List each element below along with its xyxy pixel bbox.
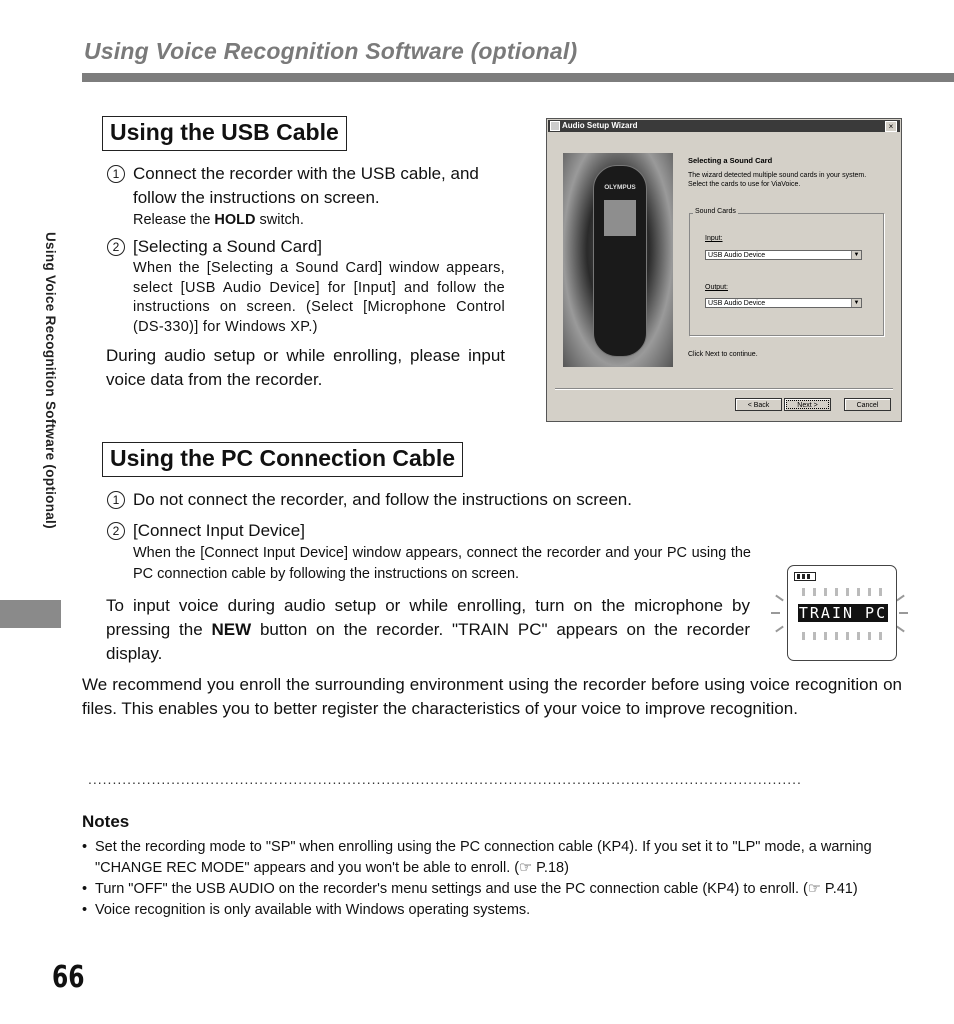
dialog-separator — [555, 388, 893, 390]
side-section-text: Using Voice Recognition Software (optional) — [43, 232, 58, 529]
pc-section-heading: Using the PC Connection Cable — [102, 442, 463, 477]
step-number-2: 2 — [107, 238, 125, 256]
chevron-down-icon[interactable]: ▼ — [851, 251, 861, 259]
usb-step-1-text: Connect the recorder with the USB cable, and follow the instructions on screen. — [133, 164, 479, 207]
step-number-1: 1 — [107, 491, 125, 509]
battery-icon — [794, 572, 816, 581]
recorder-lcd-display — [787, 565, 897, 661]
display-ray — [896, 626, 905, 633]
usb-section-heading: Using the USB Cable — [102, 116, 347, 151]
pc-step-1-text: Do not connect the recorder, and follow the instructions on screen. — [133, 490, 632, 509]
side-section-label — [38, 232, 62, 592]
back-button[interactable]: < Back — [735, 398, 782, 411]
side-tab-marker — [0, 600, 61, 628]
pc-step-2 — [107, 519, 752, 585]
dialog-section-title: Selecting a Sound Card — [688, 156, 773, 165]
usb-step-2-title: [Selecting a Sound Card] — [133, 237, 323, 256]
close-icon[interactable]: × — [885, 121, 897, 132]
audio-setup-wizard-dialog — [546, 118, 902, 422]
next-button[interactable]: Next > — [784, 398, 831, 411]
output-select-value: USB Audio Device — [708, 300, 766, 307]
pc-paragraph: To input voice during audio setup or while enrolling, turn on the microphone by pressing the NEW button on the recorder. "TRAIN PC" appears on the recorder display. — [106, 596, 750, 663]
recorder-device — [593, 165, 647, 357]
usb-step-1 — [107, 162, 507, 230]
dialog-section-desc: The wizard detected multiple sound cards in your system. Select the cards to use for ViaVoice. — [688, 172, 867, 188]
chevron-down-icon[interactable]: ▼ — [851, 299, 861, 307]
usb-step-2-desc: When the [Selecting a Sound Card] window appears, select [USB Audio Device] for [Input] and follow the instructions on screen. (Select [Microphone Control (DS-330)] for Windows XP.) — [133, 260, 505, 335]
lcd-text: TRAIN PC — [798, 604, 888, 622]
step-number-1: 1 — [107, 165, 125, 183]
sound-cards-group — [689, 213, 884, 336]
page-number: 66 — [52, 960, 85, 995]
input-select[interactable] — [705, 250, 862, 260]
usb-step-1-sub: Release the HOLD switch. — [133, 212, 304, 228]
recorder-screen — [604, 200, 636, 236]
list-item: • Turn "OFF" the USB AUDIO on the recorder's menu settings and use the PC connection cable (KP4) to enroll. (☞ P.41) — [82, 879, 902, 900]
dotted-separator: .................................................................................................................................................. — [88, 771, 802, 787]
display-ray — [899, 612, 908, 614]
output-label: Output: — [705, 284, 728, 291]
pc-step-2-desc: When the [Connect Input Device] window appears, connect the recorder and your PC using the PC connection cable by following the instructions on screen. — [133, 545, 751, 582]
display-ray — [771, 612, 780, 614]
sound-cards-group-label: Sound Cards — [695, 208, 736, 215]
pc-step-2-title: [Connect Input Device] — [133, 521, 305, 540]
input-select-value: USB Audio Device — [708, 252, 766, 259]
cancel-button[interactable]: Cancel — [844, 398, 891, 411]
dialog-title-bar: Audio Setup Wizard — [548, 120, 900, 132]
recorder-brand: OLYMPUS — [604, 184, 636, 191]
input-label: Input: — [705, 235, 723, 242]
display-ray — [775, 595, 784, 602]
pc-step-1 — [107, 488, 807, 512]
output-select[interactable] — [705, 298, 862, 308]
page-header-title: Using Voice Recognition Software (optional) — [84, 38, 578, 64]
display-ray — [896, 595, 905, 602]
list-item: • Voice recognition is only available with Windows operating systems. — [82, 900, 902, 921]
usb-step-2 — [107, 235, 507, 337]
usb-note: During audio setup or while enrolling, please input voice data from the recorder. — [106, 346, 505, 389]
recorder-photo — [563, 153, 673, 367]
header-rule — [82, 73, 954, 82]
notes-list — [82, 837, 902, 921]
app-icon — [550, 121, 560, 131]
recommendation-paragraph: We recommend you enroll the surrounding environment using the recorder before using voice recognition on files. This enables you to better register the characteristics of your voice to improve recognition. — [82, 675, 902, 718]
step-number-2: 2 — [107, 522, 125, 540]
display-ray — [775, 626, 784, 633]
continue-hint: Click Next to continue. — [688, 351, 758, 358]
list-item: • Set the recording mode to "SP" when enrolling using the PC connection cable (KP4). If you set it to "LP" mode, a warning "CHANGE REC MODE" appears and you won't be able to enroll. (☞ P.18) — [82, 837, 902, 879]
notes-title: Notes — [82, 812, 130, 831]
